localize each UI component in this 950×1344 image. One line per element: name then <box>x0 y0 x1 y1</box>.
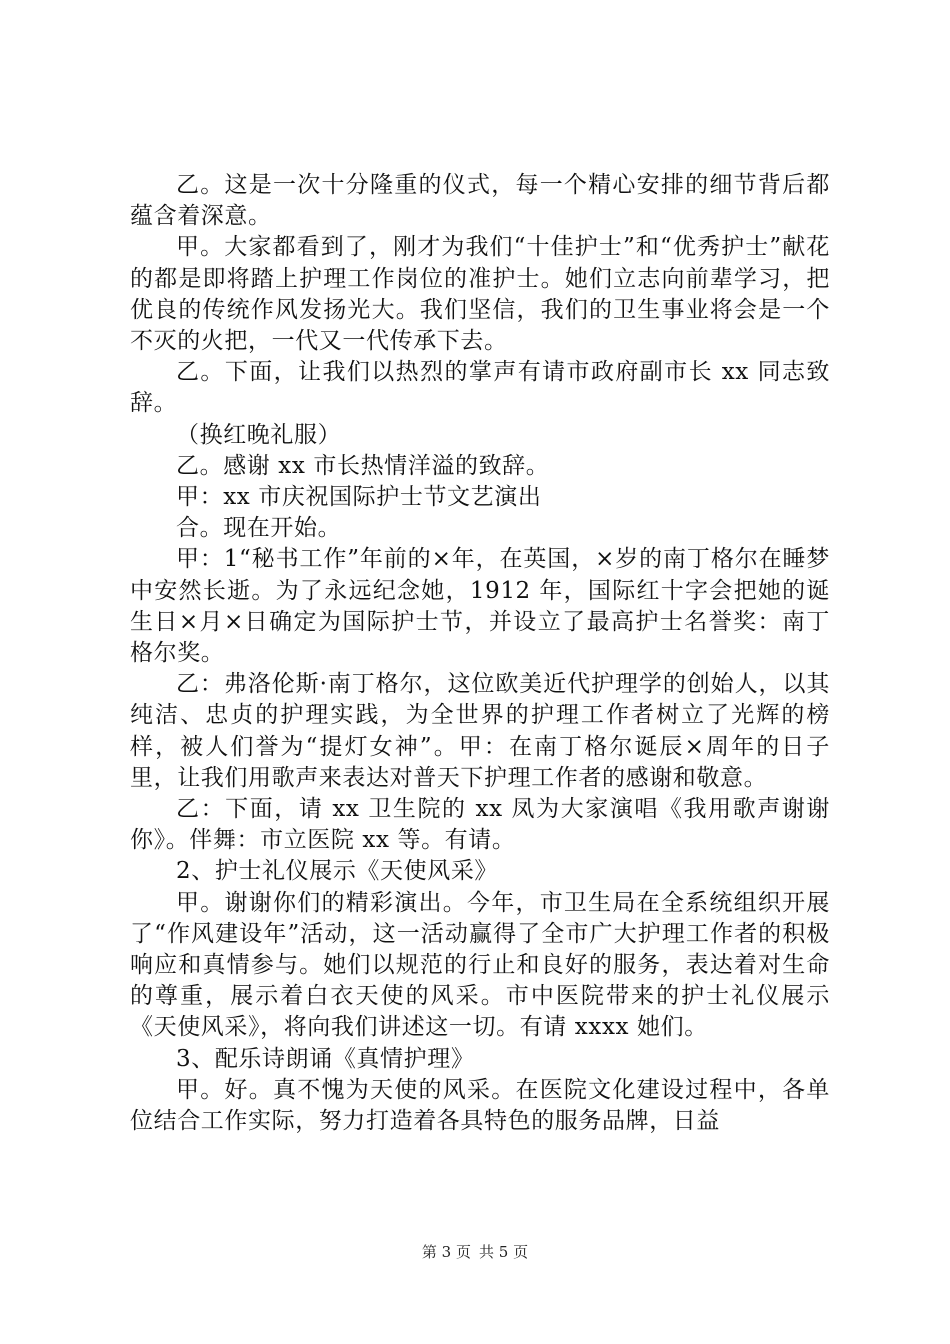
paragraph-4: （换红晚礼服） <box>176 421 342 448</box>
paragraph-14: 甲。好。真不愧为天使的风采。在医院文化建设过程中，各单位结合工作实际，努力打造着各具特色的服务品牌，日益 <box>130 1076 830 1135</box>
paragraph-5: 乙。感谢 xx 市长热情洋溢的致辞。 <box>176 452 550 479</box>
paragraph-2: 甲。大家都看到了，刚才为我们“十佳护士”和“优秀护士”献花的都是即将踏上护理工作岗位的准护士。她们立志向前辈学习，把优良的传统作风发扬光大。我们坚信，我们的卫生事业将会是一个不灭的火把，一代又一代传承下去。 <box>130 234 830 355</box>
section-heading-3: 3、配乐诗朗诵《真情护理》 <box>176 1045 475 1072</box>
paragraph-6: 甲：xx 市庆祝国际护士节文艺演出 <box>176 484 542 511</box>
paragraph-1: 乙。这是一次十分隆重的仪式，每一个精心安排的细节背后都蕴含着深意。 <box>130 172 830 230</box>
section-heading-2: 2、护士礼仪展示《天使风采》 <box>176 858 499 885</box>
page-footer <box>0 1242 950 1262</box>
paragraph-8: 甲：1“秘书工作”年前的×年，在英国，×岁的南丁格尔在睡梦中安然长逝。为了永远纪念她，1912 年，国际红十字会把她的诞生日×月×日确定为国际护士节，并设立了最高护士名誉奖：南丁格尔奖。 <box>130 546 830 667</box>
paragraph-3: 乙。下面，让我们以热烈的掌声有请市政府副市长 xx 同志致辞。 <box>130 359 830 417</box>
page-number: 第 3 页 <box>421 1243 471 1261</box>
page-total: 共 5 页 <box>479 1243 529 1261</box>
paragraph-7: 合。现在开始。 <box>176 515 342 542</box>
paragraph-9: 乙：弗洛伦斯·南丁格尔，这位欧美近代护理学的创始人，以其纯洁、忠贞的护理实践，为全世界的护理工作者树立了光辉的榜样，被人们誉为“提灯女神”。甲：在南丁格尔诞辰×周年的日子里，让我们用歌声来表达对普天下护理工作者的感谢和敬意。 <box>130 671 830 791</box>
document-body <box>130 170 830 1137</box>
paragraph-10: 乙：下面，请 xx 卫生院的 xx 凤为大家演唱《我用歌声谢谢你》。伴舞：市立医院 xx 等。有请。 <box>130 796 830 854</box>
paragraph-12: 甲。谢谢你们的精彩演出。今年，市卫生局在全系统组织开展了“作风建设年”活动，这一活动赢得了全市广大护理工作者的积极响应和真情参与。她们以规范的行止和良好的服务，表达着对生命的尊重，展示着白衣天使的风采。市中医院带来的护士礼仪展示《天使风采》，将向我们讲述这一切。有请 xxxx 她们。 <box>130 889 830 1041</box>
